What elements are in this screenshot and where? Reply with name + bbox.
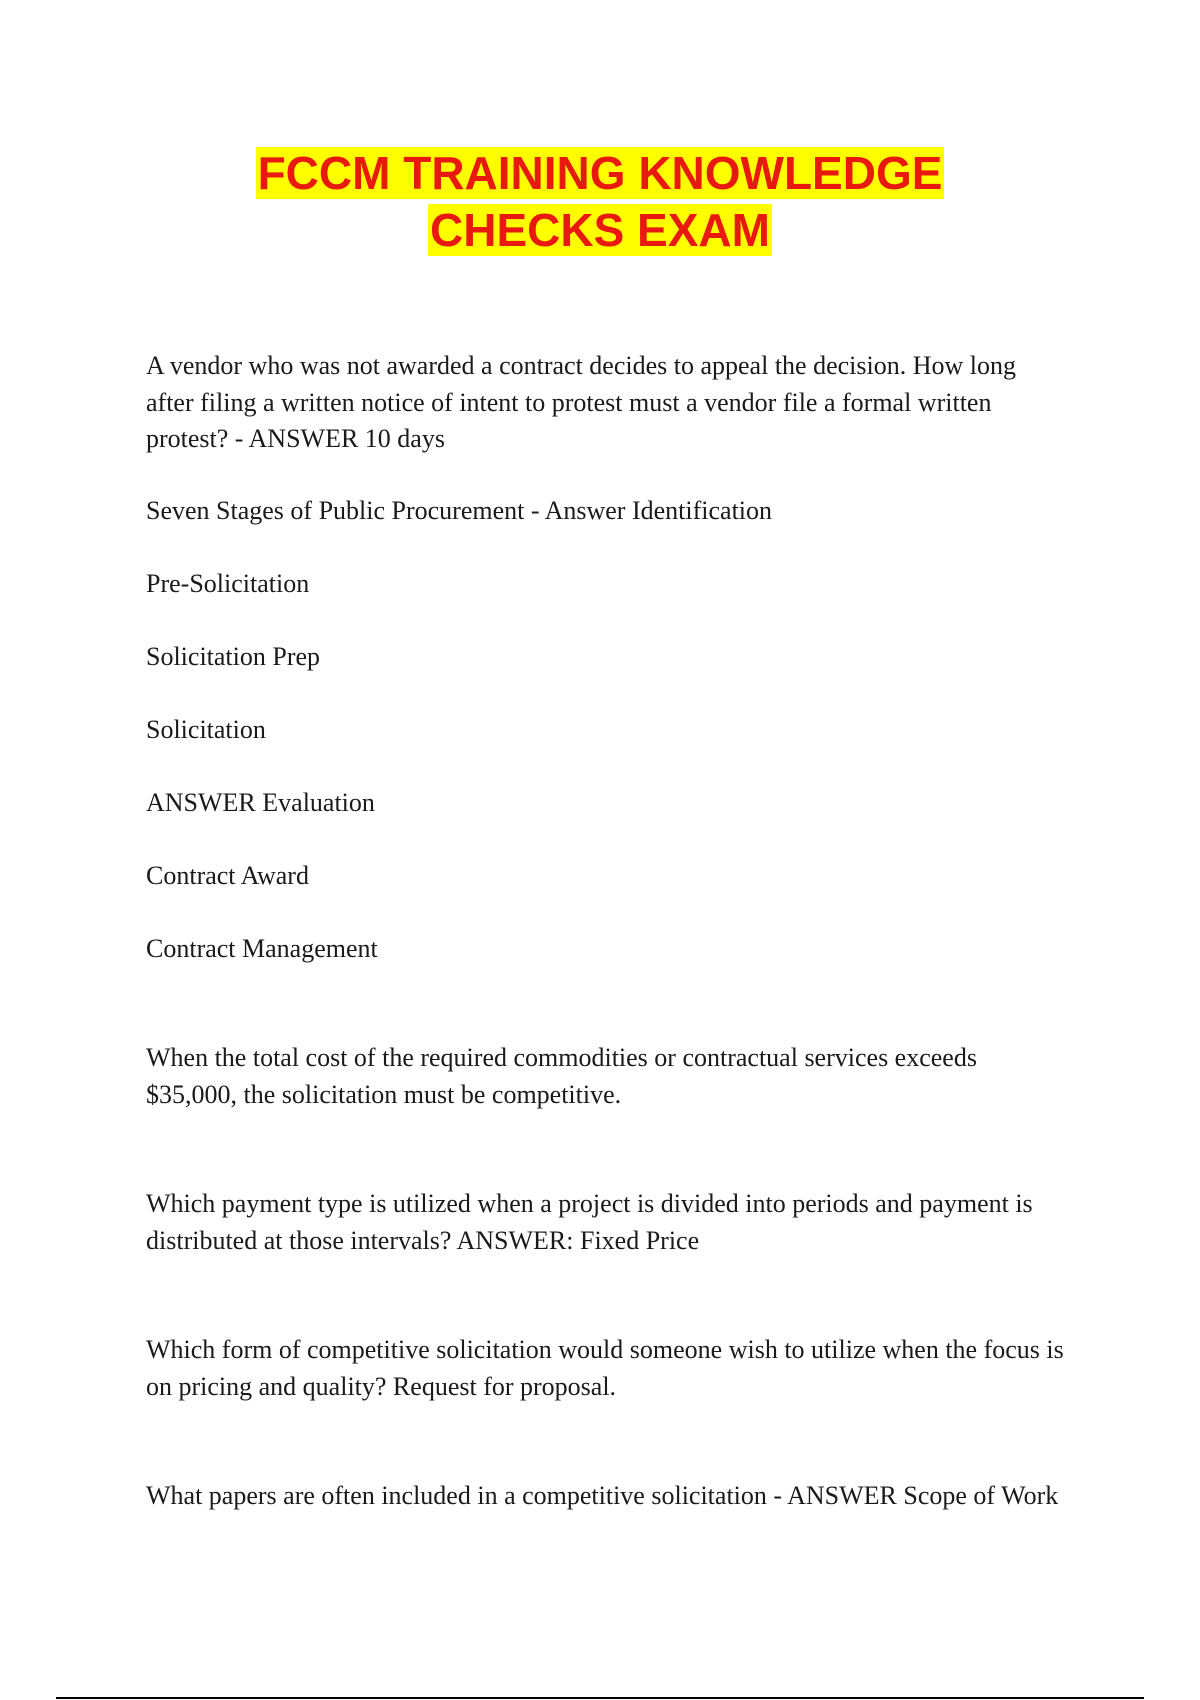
question-payment-type: Which payment type is utilized when a project is divided into periods and payment is distributed at those intervals? ANSWER: Fixed Price (146, 1189, 1033, 1255)
title-line-2: CHECKS EXAM (430, 204, 770, 256)
question-solicitation-form: Which form of competitive solicitation would someone wish to utilize when the focus is on pricing and quality? Request for proposal. (146, 1335, 1064, 1401)
stage-item: Contract Award (146, 861, 309, 890)
stage-item: Solicitation (146, 715, 266, 744)
stages-heading: Seven Stages of Public Procurement - Answer Identification (146, 496, 773, 525)
question-vendor-protest: A vendor who was not awarded a contract decides to appeal the decision. How long after filing a written notice of intent to protest must a vendor file a formal written protest? - ANSWER 10 days (146, 351, 1017, 453)
title-line-1: FCCM TRAINING KNOWLEDGE (257, 147, 943, 199)
footer-divider (56, 1697, 1144, 1699)
document-title (0, 145, 1200, 259)
stage-item: ANSWER Evaluation (146, 788, 375, 817)
stage-item: Pre-Solicitation (146, 569, 310, 598)
stage-item: Solicitation Prep (146, 642, 321, 671)
question-solicitation-papers: What papers are often included in a competitive solicitation - ANSWER Scope of Work (146, 1481, 1059, 1510)
question-competitive-threshold: When the total cost of the required commodities or contractual services exceeds $35,000, the solicitation must be competitive. (146, 1043, 977, 1109)
stage-item: Contract Management (146, 934, 378, 963)
